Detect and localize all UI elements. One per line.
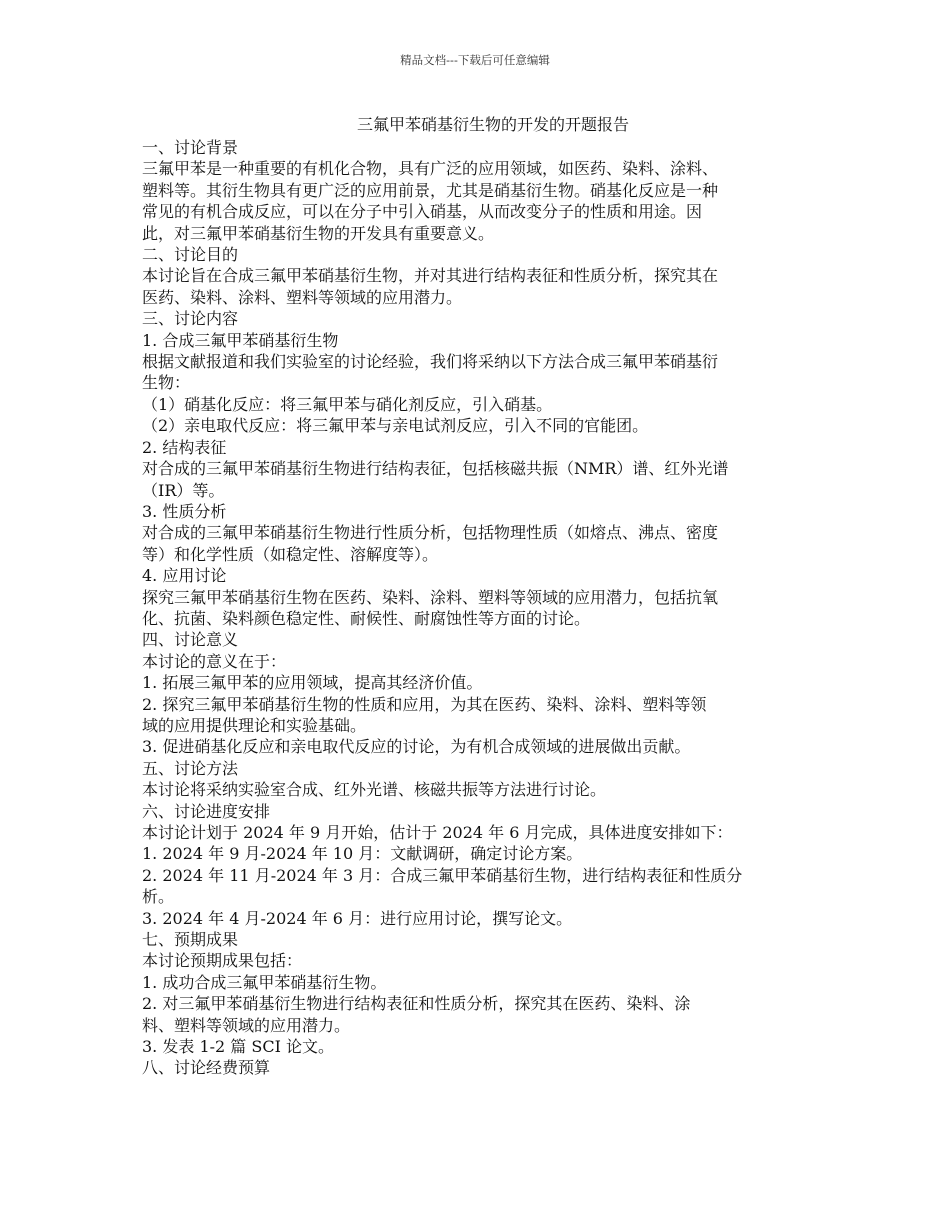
- text-line: 等）和化学性质（如稳定性、溶解度等）。: [142, 544, 439, 564]
- text-line: 1. 拓展三氟甲苯的应用领域，提高其经济价值。: [142, 673, 483, 693]
- text-line: 七、预期成果: [142, 930, 239, 950]
- text-line: 二、讨论目的: [142, 245, 239, 265]
- text-line: 2. 对三氟甲苯硝基衍生物进行结构表征和性质分析，探究其在医药、染料、涂: [142, 994, 691, 1014]
- text-line: 本讨论的意义在于：: [142, 651, 287, 671]
- text-line: 六、讨论进度安排: [142, 801, 271, 821]
- text-line: 八、讨论经费预算: [142, 1058, 271, 1078]
- text-line: 医药、染料、涂料、塑料等领域的应用潜力。: [142, 287, 463, 307]
- text-line: 探究三氟甲苯硝基衍生物在医药、染料、涂料、塑料等领域的应用潜力，包括抗氧: [142, 587, 719, 607]
- text-line: 料、塑料等领域的应用潜力。: [142, 1015, 351, 1035]
- text-line: 对合成的三氟甲苯硝基衍生物进行结构表征，包括核磁共振（NMR）谱、红外光谱: [142, 459, 729, 479]
- text-line: 化、抗菌、染料颜色稳定性、耐候性、耐腐蚀性等方面的讨论。: [142, 608, 591, 628]
- text-line: 1. 合成三氟甲苯硝基衍生物: [142, 330, 339, 350]
- text-line: 五、讨论方法: [142, 758, 239, 778]
- text-line: 常见的有机合成反应，可以在分子中引入硝基，从而改变分子的性质和用途。因: [142, 202, 703, 222]
- document-title: 三氟甲苯硝基衍生物的开发的开题报告: [356, 115, 629, 134]
- text-line: 3. 发表 1-2 篇 SCI 论文。: [142, 1037, 334, 1057]
- text-line: 4. 应用讨论: [142, 566, 227, 586]
- text-line: 析。: [142, 887, 175, 907]
- text-line: 本讨论计划于 2024 年 9 月开始，估计于 2024 年 6 月完成，具体进度安排如下：: [142, 823, 733, 842]
- text-line: 1. 2024 年 9 月-2024 年 10 月：文献调研，确定讨论方案。: [142, 844, 583, 864]
- text-line: 一、讨论背景: [142, 138, 239, 157]
- document-body: [142, 113, 814, 1079]
- text-line: 2. 2024 年 11 月-2024 年 3 月：合成三氟甲苯硝基衍生物，进行结构表征和性质分: [142, 865, 743, 885]
- text-line: 三、讨论内容: [142, 309, 239, 329]
- text-line: 根据文献报道和我们实验室的讨论经验，我们将采纳以下方法合成三氟甲苯硝基衍: [142, 352, 719, 372]
- page-header: 精品文档---下载后可任意编辑: [400, 53, 550, 67]
- text-line: 2. 结构表征: [142, 437, 227, 457]
- text-line: 3. 性质分析: [142, 501, 227, 521]
- text-line: 塑料等。其衍生物具有更广泛的应用前景，尤其是硝基衍生物。硝基化反应是一种: [142, 180, 719, 200]
- text-line: （IR）等。: [142, 480, 225, 500]
- document-text: [142, 137, 814, 1079]
- text-line: （1）硝基化反应：将三氟甲苯与硝化剂反应，引入硝基。: [142, 394, 553, 414]
- text-line: （2）亲电取代反应：将三氟甲苯与亲电试剂反应，引入不同的官能团。: [142, 416, 649, 436]
- text-line: 四、讨论意义: [142, 630, 239, 650]
- text-line: 本讨论旨在合成三氟甲苯硝基衍生物，并对其进行结构表征和性质分析，探究其在: [142, 266, 719, 286]
- text-line: 三氟甲苯是一种重要的有机化合物，具有广泛的应用领域，如医药、染料、涂料、: [142, 159, 719, 179]
- text-line: 1. 成功合成三氟甲苯硝基衍生物。: [142, 972, 387, 992]
- text-line: 此，对三氟甲苯硝基衍生物的开发具有重要意义。: [142, 223, 495, 243]
- text-line: 2. 探究三氟甲苯硝基衍生物的性质和应用，为其在医药、染料、涂料、塑料等领: [142, 694, 707, 714]
- text-line: 本讨论将采纳实验室合成、红外光谱、核磁共振等方法进行讨论。: [142, 780, 607, 800]
- text-line: 生物：: [142, 373, 191, 393]
- text-line: 3. 促进硝基化反应和亲电取代反应的讨论，为有机合成领域的进展做出贡献。: [142, 737, 691, 757]
- text-line: 本讨论预期成果包括：: [142, 951, 303, 971]
- text-line: 对合成的三氟甲苯硝基衍生物进行性质分析，包括物理性质（如熔点、沸点、密度: [142, 523, 719, 543]
- text-line: 3. 2024 年 4 月-2024 年 6 月：进行应用讨论，撰写论文。: [142, 908, 573, 928]
- text-line: 域的应用提供理论和实验基础。: [142, 715, 367, 735]
